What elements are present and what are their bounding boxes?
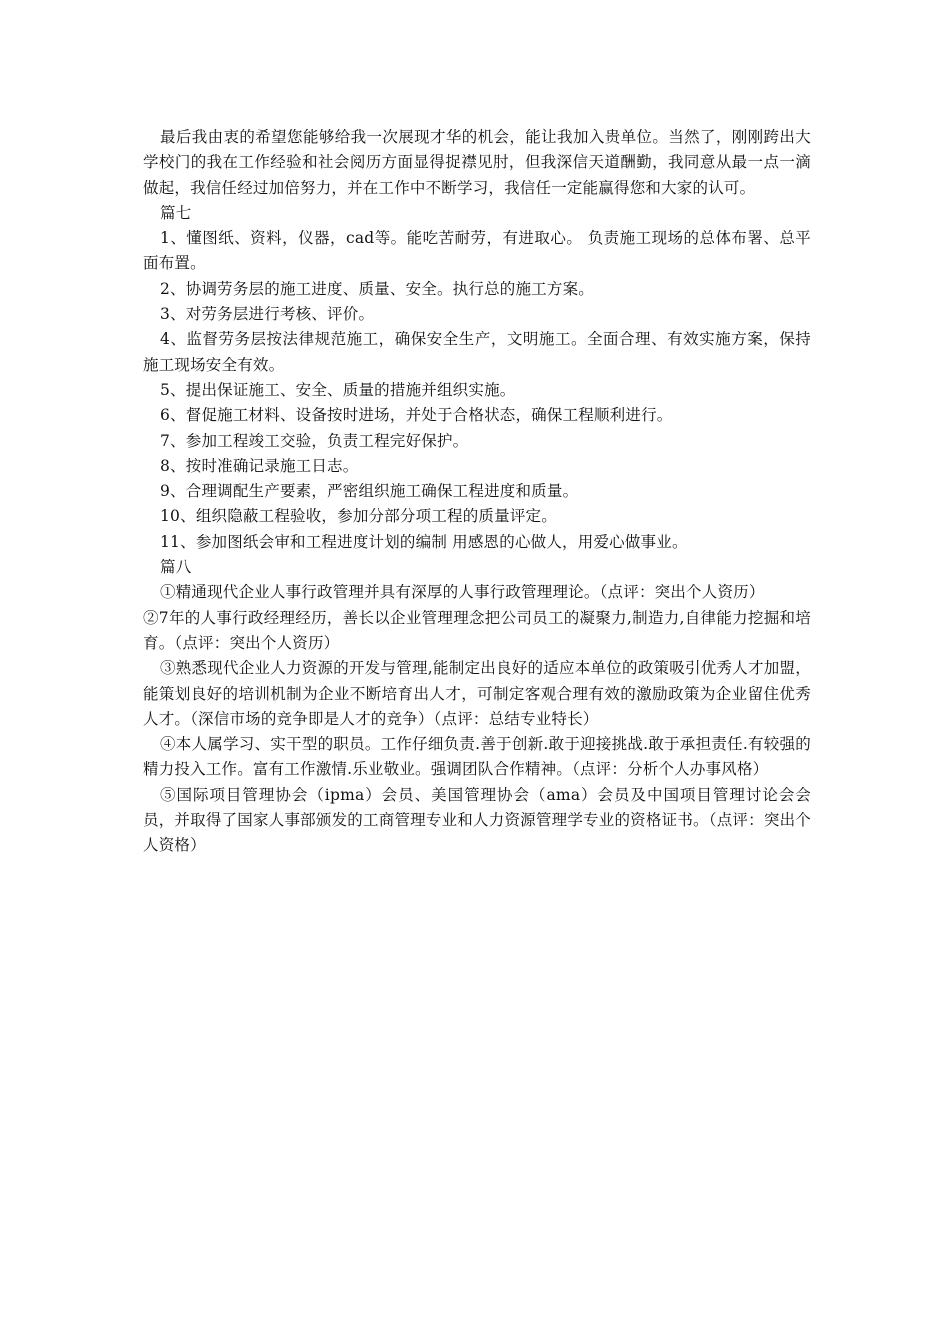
list-item: 2、协调劳务层的施工进度、质量、安全。执行总的施工方案。: [160, 279, 594, 298]
document-page: [143, 125, 811, 859]
list-item: 9、合理调配生产要素，严密组织施工确保工程进度和质量。: [160, 482, 579, 501]
list-item: 11、参加图纸会审和工程进度计划的编制 用感恩的心做人，用爱心做事业。: [160, 532, 688, 551]
section-heading-7: 篇七: [160, 203, 192, 222]
list-item: 8、按时准确记录施工日志。: [160, 456, 359, 475]
list-item: 6、督促施工材料、设备按时进场，并处于合格状态，确保工程顺利进行。: [160, 406, 673, 425]
list-item: ②7年的人事行政经理经历，善长以企业管理理念把公司员工的凝聚力,制造力,自律能力挖掘和培育。（点评：突出个人资历）: [143, 608, 811, 652]
intro-paragraph: 最后我由衷的希望您能够给我一次展现才华的机会，能让我加入贵单位。当然了，刚刚跨出大学校门的我在工作经验和社会阅历方面显得捉襟见肘，但我深信天道酬勤，我同意从最一点一滴做起，我信任经过加倍努力，并在工作中不断学习，我信任一定能赢得您和大家的认可。: [143, 128, 811, 197]
list-item: 5、提出保证施工、安全、质量的措施并组织实施。: [160, 380, 516, 399]
list-item: ③熟悉现代企业人力资源的开发与管理,能制定出良好的适应本单位的政策吸引优秀人才加盟，能策划良好的培训机制为企业不断培育出人才，可制定客观合理有效的激励政策为企业留住优秀人才。（深信市场的竞争即是人才的竞争）（点评：总结专业特长）: [143, 659, 811, 728]
list-item: 7、参加工程竣工交验，负责工程完好保护。: [160, 431, 469, 450]
list-item: ①精通现代企业人事行政管理并具有深厚的人事行政管理理论。（点评：突出个人资历）: [160, 583, 765, 602]
list-item: ④本人属学习、实干型的职员。工作仔细负责.善于创新.敢于迎接挑战.敢于承担责任.有较强的精力投入工作。富有工作激情.乐业敬业。强调团队合作精神。（点评：分析个人办事风格）: [143, 735, 811, 779]
list-item: 4、监督劳务层按法律规范施工，确保安全生产，文明施工。全面合理、有效实施方案，保持施工现场安全有效。: [143, 330, 811, 374]
list-item: ⑤国际项目管理协会（ipma）会员、美国管理协会（ama）会员及中国项目管理讨论会会员，并取得了国家人事部颁发的工商管理专业和人力资源管理学专业的资格证书。（点评：突出个人资格）: [143, 785, 811, 855]
list-item: 1、懂图纸、资料，仪器，cad等。能吃苦耐劳，有进取心。 负责施工现场的总体布署、总平面布置。: [143, 229, 811, 273]
list-item: 3、对劳务层进行考核、评价。: [160, 305, 375, 324]
list-item: 10、组织隐蔽工程验收，参加分部分项工程的质量评定。: [160, 507, 557, 526]
section-heading-8: 篇八: [160, 558, 192, 577]
